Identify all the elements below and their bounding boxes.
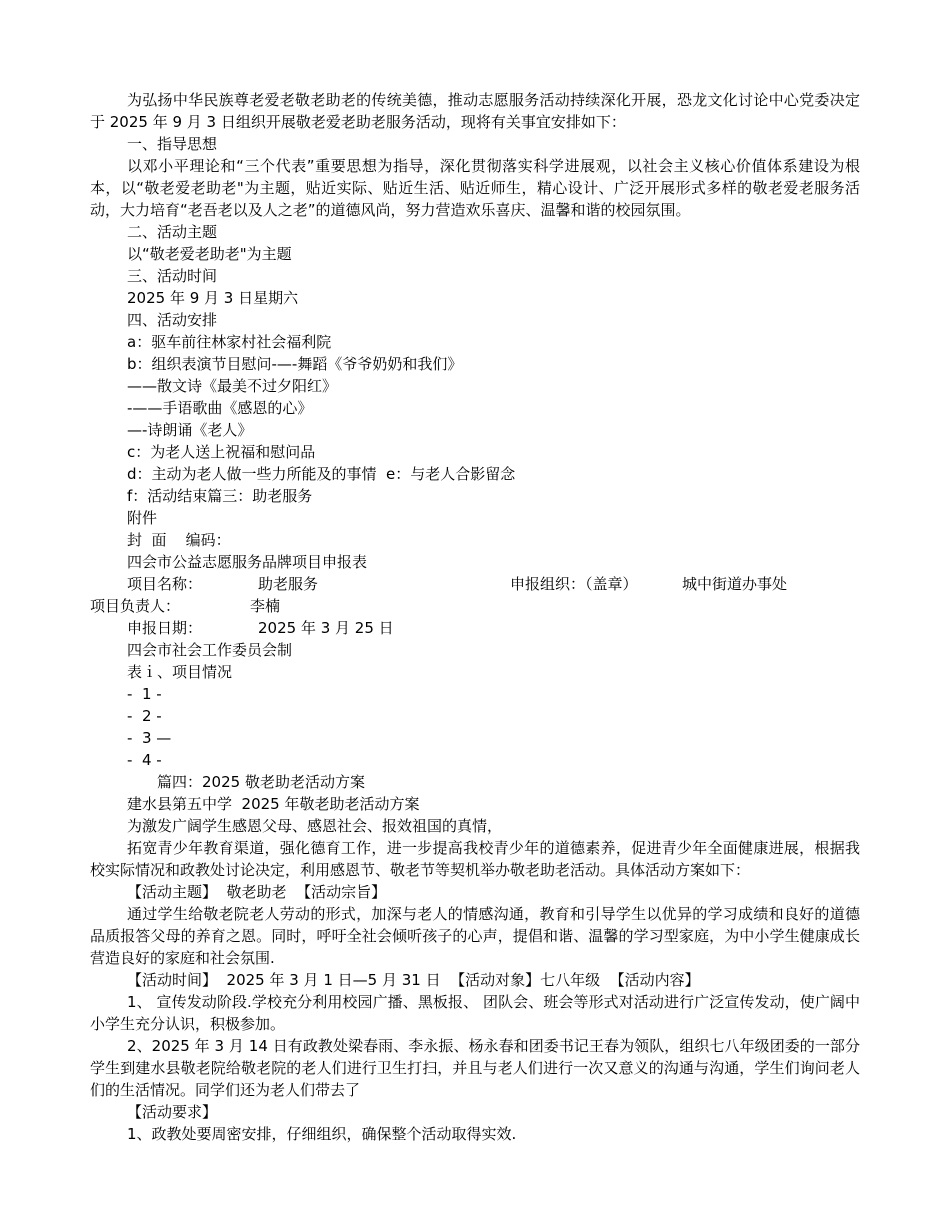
heading-theme: 二、活动主题	[127, 223, 218, 241]
school-paragraph: 拓宽青少年教育渠道，强化德育工作，进一步提高我校青少年的道德素养，促进青少年全面健康进展，根据我校实际情况和政教处讨论决定，利用感恩节、敬老节等契机举办敬老助老活动。具体活动方案如下：	[90, 839, 860, 879]
cover-code-line: 封 面 编码：	[127, 531, 231, 549]
issuer-line: 四会市社会工作委员会制	[127, 641, 293, 659]
heading-arrangement: 四、活动安排	[127, 311, 218, 329]
list-item: 附件	[127, 509, 158, 527]
apply-date-label: 申报日期：	[127, 619, 203, 637]
page-mark: - 3 —	[127, 729, 172, 747]
content-paragraph-2: 2、2025 年 3 月 14 日有政教处梁春雨、李永振、杨永春和团委书记王春为领队，组织七八年级团委的一部分学生到建水县敬老院给敬老院的老人们进行卫生打扫，并且与老人们进行一次又意义的沟通与沟通，学生们询问老人们的生活情况。同学们还为老人们带去了	[90, 1037, 860, 1099]
organization-value: 城中街道办事处	[682, 575, 788, 593]
project-name-value: 助老服务	[258, 575, 319, 593]
list-item: c：为老人送上祝福和慰问品	[127, 443, 316, 461]
part-four-heading: 篇四：2025 敬老助老活动方案	[157, 773, 365, 791]
list-item: d：主动为老人做一些力所能及的事情 e：与老人合影留念	[127, 465, 516, 483]
heading-guiding-thought: 一、指导思想	[127, 135, 218, 153]
requirements-heading: 【活动要求】	[127, 1103, 218, 1121]
apply-date-value: 2025 年 3 月 25 日	[258, 619, 394, 637]
list-item: -——手语歌曲《感恩的心》	[127, 399, 313, 417]
date-text: 2025 年 9 月 3 日星期六	[127, 289, 299, 307]
purpose-paragraph: 通过学生给敬老院老人劳动的形式，加深与老人的情感沟通，教育和引导学生以优异的学习成绩和良好的道德品质报答父母的养育之恩。同时，呼吁全社会倾听孩子的心声，提倡和谐、温馨的学习型家庭，为中小学生健康成长营造良好的家庭和社会氛围.	[90, 905, 860, 967]
school-intro-line: 为激发广阔学生感恩父母、感恩社会、报效祖国的真情，	[127, 817, 503, 835]
list-item: ——散文诗《最美不过夕阳红》	[127, 377, 338, 395]
page-mark: - 4 -	[127, 751, 162, 769]
guide-paragraph: 以邓小平理论和“三个代表”重要思想为指导，深化贯彻落实科学进展观，以社会主义核心价值体系建设为根本，以“敬老爱老助老"为主题，贴近实际、贴近生活、贴近师生，精心设计、广泛开展形式多样的敬老爱老服务活动，大力培育“老吾老以及人之老”的道德风尚，努力营造欢乐喜庆、温馨和谐的校园氛围。	[90, 157, 860, 219]
leader-value: 李楠	[250, 597, 281, 615]
school-plan-title: 建水县第五中学 2025 年敬老助老活动方案	[127, 795, 420, 813]
intro-paragraph: 为弘扬中华民族尊老爱老敬老助老的传统美德，推动志愿服务活动持续深化开展，恐龙文化讨论中心党委决定于 2025 年 9 月 3 日组织开展敬老爱老助老服务活动，现将有关事宜安排如下：	[90, 91, 860, 131]
theme-text: 以“敬老爱老助老"为主题	[127, 245, 292, 263]
requirement-item: 1、政教处要周密安排，仔细组织，确保整个活动取得实效.	[127, 1125, 517, 1143]
leader-label: 项目负责人：	[90, 597, 181, 615]
page-mark: - 2 -	[127, 707, 162, 725]
list-item: b：组织表演节目慰问-—-舞蹈《爷爷奶奶和我们》	[127, 355, 463, 373]
table-title: 表ｉ、项目情况	[127, 663, 233, 681]
form-title: 四会市公益志愿服务品牌项目申报表	[127, 553, 368, 571]
page-mark: - 1 -	[127, 685, 162, 703]
list-item: f：活动结束篇三：助老服务	[127, 487, 313, 505]
list-item: a：驱车前往林家村社会福利院	[127, 333, 332, 351]
project-name-label: 项目名称：	[127, 575, 203, 593]
heading-time: 三、活动时间	[127, 267, 218, 285]
content-paragraph-1: 1、 宣传发动阶段.学校充分利用校园广播、黑板报、 团队会、班会等形式对活动进行广泛宣传发动，使广阔中小学生充分认识，积极参加。	[90, 993, 860, 1033]
organization-label: 申报组织：（盖章）	[510, 575, 638, 593]
theme-purpose-line: 【活动主题】 敬老助老 【活动宗旨】	[127, 883, 387, 901]
list-item: —-诗朗诵《老人》	[127, 421, 253, 439]
time-target-line: 【活动时间】 2025 年 3 月 1 日—5 月 31 日 【活动对象】七八年级 【活动内容】	[127, 971, 700, 989]
